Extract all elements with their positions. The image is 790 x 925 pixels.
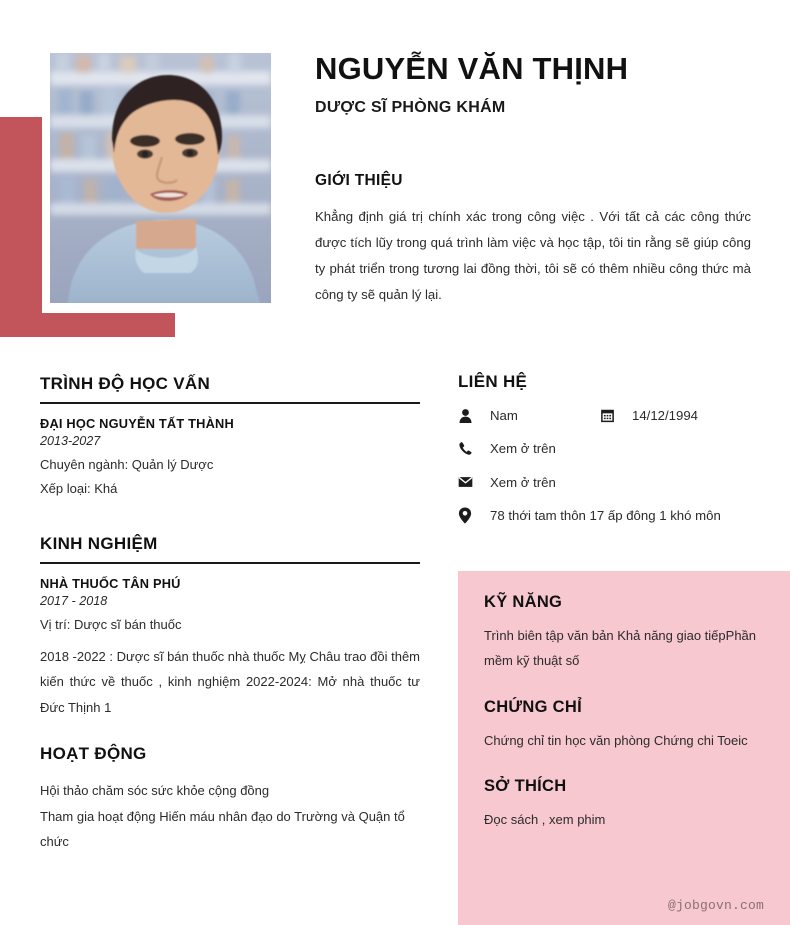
contact-item-phone	[458, 439, 758, 459]
contact-email-value: Xem ở trên	[490, 474, 556, 490]
education-heading: TRÌNH ĐỘ HỌC VẤN	[40, 374, 211, 393]
spacer	[40, 500, 420, 534]
interests-body: Đọc sách , xem phim	[484, 812, 606, 828]
contact-row-gender-birthdate	[458, 406, 758, 426]
spacer	[40, 720, 420, 744]
envelope-icon	[458, 474, 478, 491]
certificates-body: Chứng chỉ tin học văn phòng Chứng chi Toeic	[484, 732, 748, 748]
contact-heading: LIÊN HỆ	[458, 372, 528, 391]
activities-line-1: Hội thảo chăm sóc sức khỏe cộng đồng	[40, 783, 270, 798]
accent-bar-vertical	[0, 117, 42, 337]
job-title: DƯỢC SĨ PHÒNG KHÁM	[315, 98, 506, 116]
accent-bar-horizontal	[0, 313, 175, 337]
experience-heading: KINH NGHIỆM	[40, 534, 158, 554]
education-grade: Xếp loại: Khá	[40, 480, 118, 496]
education-section	[40, 374, 420, 500]
experience-position: Vị trí: Dược sĩ bán thuốc	[40, 617, 182, 633]
skills-body: Trình biên tập văn bản Khả năng giao tiếpPhần mềm kỹ thuật số	[484, 628, 757, 669]
contact-section	[458, 372, 758, 540]
activities-section	[40, 744, 420, 855]
header-block	[315, 52, 765, 117]
activities-line-2: Tham gia hoạt động Hiến máu nhân đạo do Trường và Quận tổ chức	[40, 808, 405, 850]
contact-gender-value: Nam	[490, 408, 518, 423]
profile-photo-image	[50, 53, 271, 303]
education-divider	[40, 402, 420, 404]
contact-item-birthdate	[600, 406, 698, 426]
education-dates: 2013-2027	[40, 434, 101, 448]
intro-heading: GIỚI THIỆU	[315, 172, 403, 189]
full-name: NGUYỄN VĂN THỊNH	[315, 51, 629, 86]
contact-birthdate-value: 14/12/1994	[632, 408, 699, 423]
education-school: ĐẠI HỌC NGUYỄN TẤT THÀNH	[40, 416, 234, 431]
left-column	[40, 374, 420, 855]
contact-item-gender	[458, 406, 600, 426]
contact-item-email	[458, 473, 758, 493]
experience-company: NHÀ THUỐC TÂN PHÚ	[40, 576, 181, 592]
experience-description: 2018 -2022 : Dược sĩ bán thuốc nhà thuốc Mỵ Châu trao đồi thêm kiến thức về thuốc , kinh nghiệm 2022-2024: Mở nhà thuốc tư Đức Thịnh 1	[40, 648, 421, 715]
phone-icon	[458, 440, 478, 457]
intro-section	[315, 172, 751, 309]
contact-item-address	[458, 506, 758, 526]
intro-body: Khẳng định giá trị chính xác trong công việc . Với tất cả các công thức được tích lũy trong quá trình làm việc và học tập, tôi tin rằng sẽ giúp công ty phát triển trong tương lai đồng thời, tôi sẽ có thêm nhiều công thức mà công ty sẽ quản lý lại.	[315, 209, 751, 303]
sidebar-pink-panel	[458, 571, 790, 925]
experience-section	[40, 534, 420, 720]
skills-heading: KỸ NĂNG	[484, 593, 563, 611]
experience-dates: 2017 - 2018	[40, 594, 108, 609]
activities-heading: HOẠT ĐỘNG	[40, 744, 147, 763]
calendar-icon	[600, 407, 620, 424]
contact-phone-value: Xem ở trên	[490, 441, 556, 457]
location-pin-icon	[458, 507, 478, 524]
profile-photo	[50, 53, 271, 303]
education-major: Chuyên ngành: Quản lý Dược	[40, 457, 214, 472]
person-icon	[458, 407, 478, 424]
experience-divider	[40, 562, 420, 564]
certificates-heading: CHỨNG CHỈ	[484, 697, 582, 716]
watermark: @jobgovn.com	[667, 898, 764, 913]
interests-heading: SỞ THÍCH	[484, 777, 567, 796]
contact-address-value: 78 thới tam thôn 17 ấp đông 1 khó môn	[490, 508, 721, 524]
